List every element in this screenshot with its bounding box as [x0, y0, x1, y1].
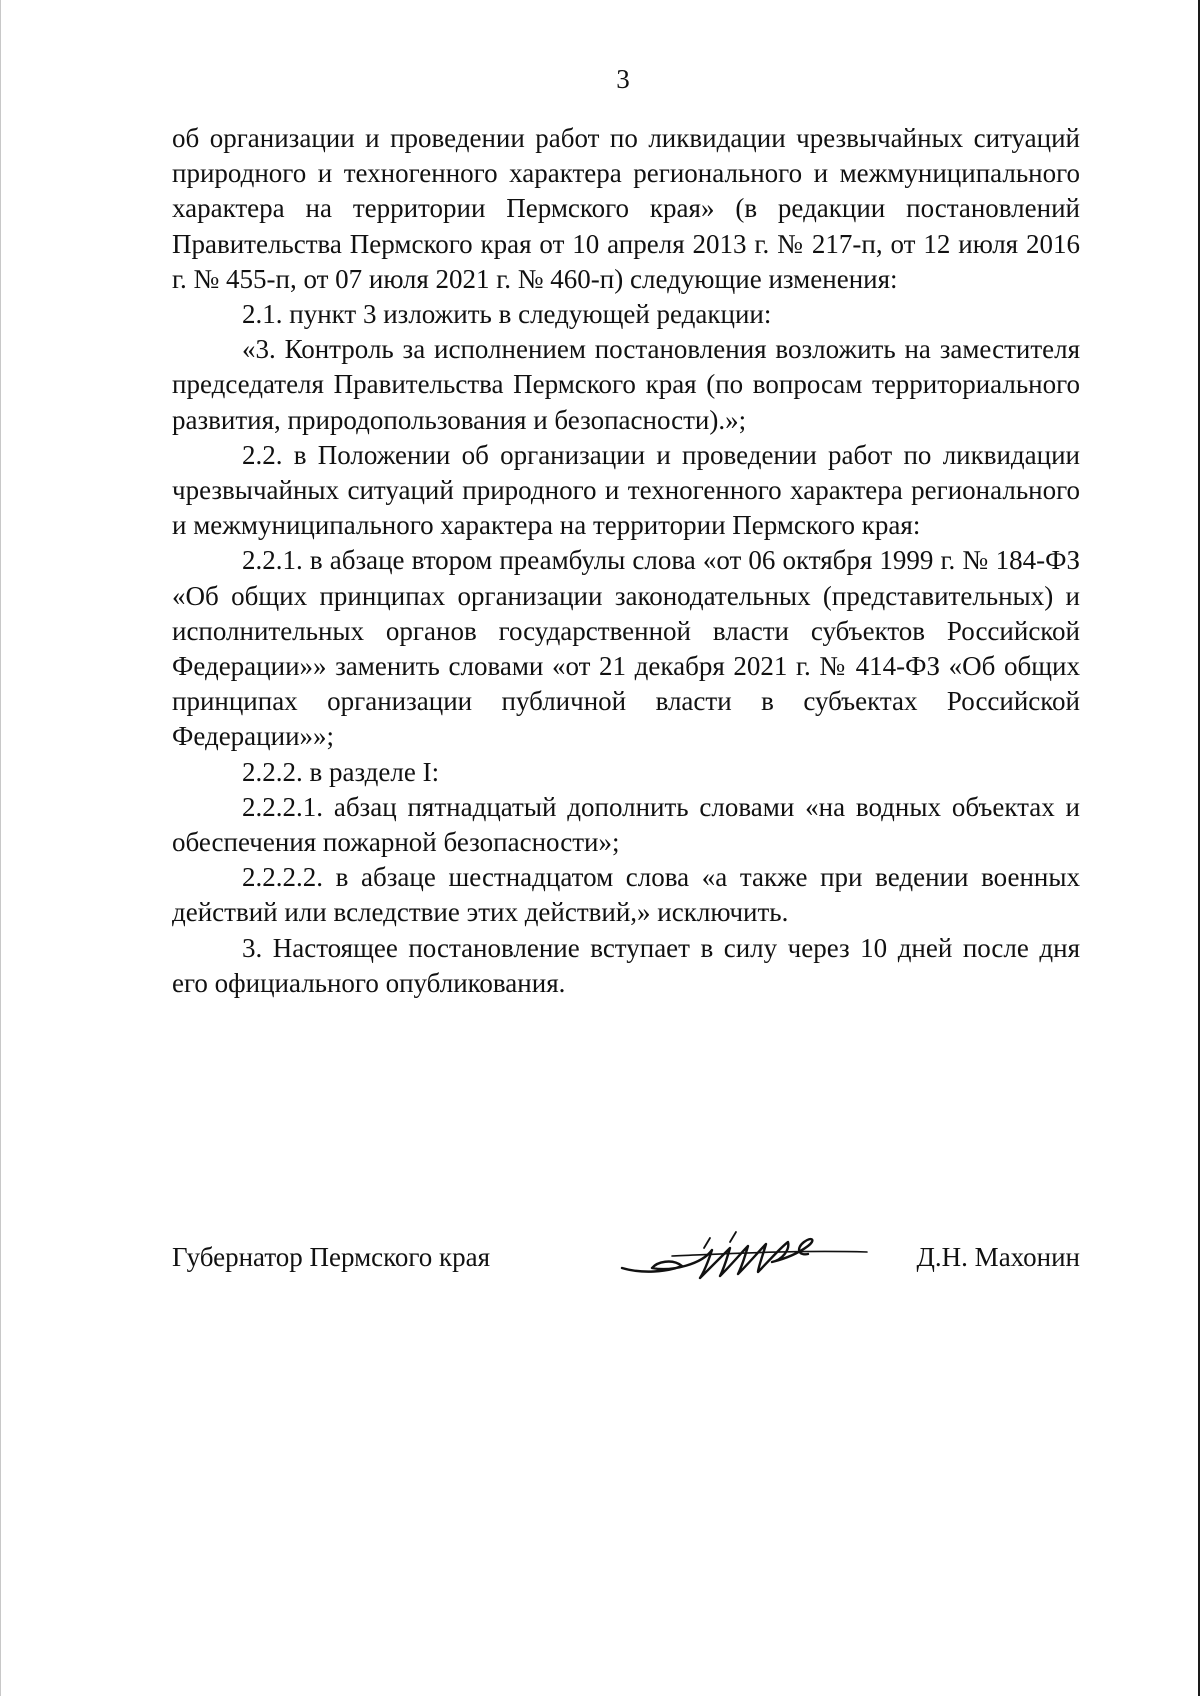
paragraph-continuation: об организации и проведении работ по ликвидации чрезвычайных ситуаций природного и техногенного характера регионального и межмуниципального характера на территории Пермского края» (в редакции постановлений Правительства Пермского края от 10 апреля 2013 г. № 217-п, от 12 июля 2016 г. № 455-п, от 07 июля 2021 г. № 460-п) следующие изменения:: [172, 123, 1080, 294]
paragraph-2-2-1: 2.2.1. в абзаце втором преамбулы слова «от 06 октября 1999 г. № 184-ФЗ «Об общих принципах организации законодательных (представительных) и исполнительных органов государственной власти субъектов Российской Федерации»» заменить словами «от 21 декабря 2021 г. № 414-ФЗ «Об общих принципах организации публичной власти в субъектах Российской Федерации»»;: [172, 545, 1080, 752]
paragraph-3: 3. Настоящее постановление вступает в силу через 10 дней после дня его официального опубликования.: [172, 932, 1080, 998]
handwritten-signature: [612, 1228, 872, 1284]
page-number: 3: [616, 64, 630, 94]
paragraph-2-2-2: 2.2.2. в разделе I:: [242, 756, 440, 787]
scan-border-left: [0, 0, 1, 1696]
paragraph-quoted-item-3: «3. Контроль за исполнением постановления возложить на заместителя председателя Правительства Пермского края (по вопросам территориального развития, природопользования и безопасности).»;: [172, 334, 1080, 435]
paragraph-2-1: 2.1. пункт 3 изложить в следующей редакции:: [242, 299, 772, 330]
document-body: [172, 121, 1080, 1001]
paragraph-2-2-2-1: 2.2.2.1. абзац пятнадцатый дополнить словами «на водных объектах и обеспечения пожарной безопасности»;: [172, 791, 1080, 858]
signatory-position: Губернатор Пермского края: [172, 1242, 491, 1272]
signatory-name: Д.Н. Махонин: [916, 1242, 1080, 1272]
paragraph-2-2: 2.2. в Положении об организации и проведении работ по ликвидации чрезвычайных ситуаций природного и техногенного характера регионального и межмуниципального характера на территории Пермского края:: [172, 439, 1080, 541]
signature-block: [172, 1228, 1080, 1288]
paragraph-2-2-2-2: 2.2.2.2. в абзаце шестнадцатом слова «а также при ведении военных действий или вследствие этих действий,» исключить.: [172, 862, 1080, 928]
